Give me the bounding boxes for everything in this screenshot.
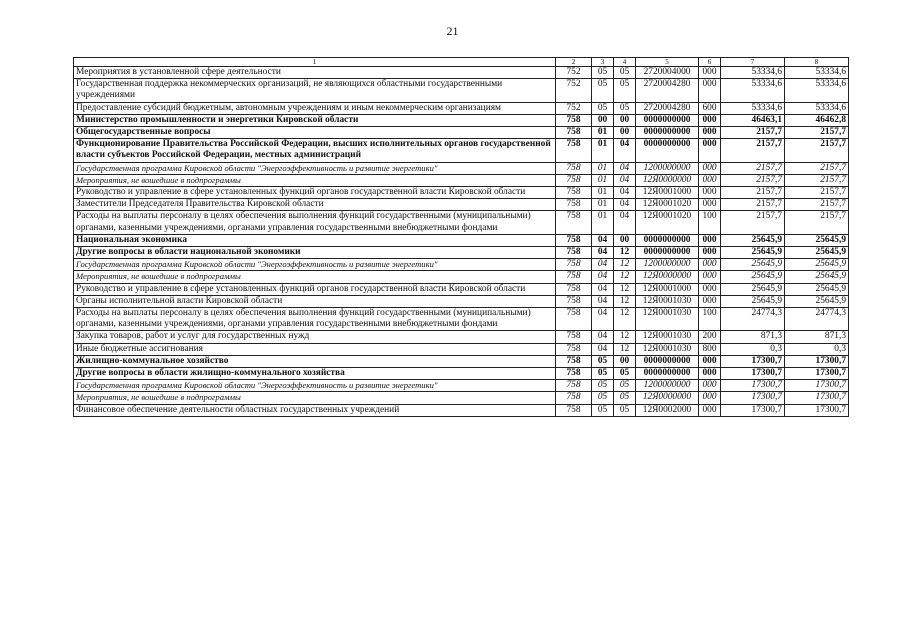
table-row xyxy=(74,127,849,139)
expense-type-code: 000 xyxy=(699,234,721,246)
expense-type-code: 000 xyxy=(699,283,721,295)
expense-type-code: 000 xyxy=(699,380,721,392)
admin-code: 758 xyxy=(556,283,592,295)
expense-type-code: 000 xyxy=(699,368,721,380)
amount-planned: 2157,7 xyxy=(721,187,785,199)
section-code: 04 xyxy=(592,247,614,259)
section-code: 05 xyxy=(592,392,614,404)
section-code: 05 xyxy=(592,380,614,392)
section-code: 04 xyxy=(592,283,614,295)
target-article-code: 12Я0001030 xyxy=(636,343,699,355)
row-name: Государственная программа Кировской области "Энергоэффективность и развитие энергетики" xyxy=(74,259,556,271)
expense-type-code: 000 xyxy=(699,127,721,139)
row-name: Закупка товаров, работ и услуг для государственных нужд xyxy=(74,331,556,343)
amount-executed: 2157,7 xyxy=(785,211,849,234)
table-row xyxy=(74,174,849,186)
row-name: Жилищно-коммунальное хозяйство xyxy=(74,355,556,367)
subsection-code: 04 xyxy=(614,174,636,186)
expense-type-code: 000 xyxy=(699,79,721,102)
table-row xyxy=(74,355,849,367)
table-row xyxy=(74,247,849,259)
admin-code: 758 xyxy=(556,308,592,331)
amount-planned: 24774,3 xyxy=(721,308,785,331)
subsection-code: 00 xyxy=(614,127,636,139)
subsection-code: 12 xyxy=(614,283,636,295)
table-row xyxy=(74,331,849,343)
table-row xyxy=(74,79,849,102)
amount-executed: 25645,9 xyxy=(785,234,849,246)
amount-executed: 17300,7 xyxy=(785,368,849,380)
admin-code: 758 xyxy=(556,162,592,174)
target-article-code: 1200000000 xyxy=(636,162,699,174)
section-code: 01 xyxy=(592,199,614,211)
admin-code: 758 xyxy=(556,187,592,199)
target-article-code: 1200000000 xyxy=(636,259,699,271)
target-article-code: 12Я0001030 xyxy=(636,295,699,307)
expense-type-code: 000 xyxy=(699,187,721,199)
amount-planned: 17300,7 xyxy=(721,355,785,367)
row-name: Заместители Председателя Правительства Кировской области xyxy=(74,199,556,211)
amount-executed: 25645,9 xyxy=(785,247,849,259)
amount-executed: 53334,6 xyxy=(785,79,849,102)
target-article-code: 0000000000 xyxy=(636,247,699,259)
subsection-code: 05 xyxy=(614,102,636,114)
amount-executed: 2157,7 xyxy=(785,174,849,186)
row-name: Руководство и управление в сфере установленных функций органов государственной власти Кировской области xyxy=(74,283,556,295)
target-article-code: 12Я0001020 xyxy=(636,199,699,211)
amount-executed: 17300,7 xyxy=(785,355,849,367)
admin-code: 758 xyxy=(556,380,592,392)
amount-planned: 2157,7 xyxy=(721,211,785,234)
section-code: 01 xyxy=(592,187,614,199)
table-row xyxy=(74,234,849,246)
amount-planned: 25645,9 xyxy=(721,259,785,271)
amount-planned: 17300,7 xyxy=(721,368,785,380)
expense-type-code: 000 xyxy=(699,162,721,174)
row-name: Национальная экономика xyxy=(74,234,556,246)
admin-code: 752 xyxy=(556,67,592,79)
section-code: 01 xyxy=(592,174,614,186)
section-code: 04 xyxy=(592,259,614,271)
subsection-code: 05 xyxy=(614,380,636,392)
target-article-code: 12Я0000000 xyxy=(636,392,699,404)
admin-code: 758 xyxy=(556,174,592,186)
amount-planned: 2157,7 xyxy=(721,127,785,139)
subsection-code: 12 xyxy=(614,308,636,331)
column-number: 4 xyxy=(614,58,636,67)
amount-executed: 871,3 xyxy=(785,331,849,343)
admin-code: 758 xyxy=(556,127,592,139)
table-row xyxy=(74,139,849,162)
subsection-code: 04 xyxy=(614,187,636,199)
amount-executed: 2157,7 xyxy=(785,139,849,162)
admin-code: 758 xyxy=(556,234,592,246)
subsection-code: 12 xyxy=(614,331,636,343)
target-article-code: 2720004280 xyxy=(636,79,699,102)
table-row xyxy=(74,67,849,79)
target-article-code: 12Я0001000 xyxy=(636,283,699,295)
amount-planned: 53334,6 xyxy=(721,79,785,102)
table-row xyxy=(74,308,849,331)
expense-type-code: 100 xyxy=(699,308,721,331)
admin-code: 758 xyxy=(556,392,592,404)
row-name: Мероприятия, не вошедшие в подпрограммы xyxy=(74,271,556,283)
row-name: Министерство промышленности и энергетики Кировской области xyxy=(74,114,556,126)
amount-executed: 17300,7 xyxy=(785,380,849,392)
section-code: 05 xyxy=(592,67,614,79)
amount-executed: 2157,7 xyxy=(785,162,849,174)
section-code: 05 xyxy=(592,368,614,380)
subsection-code: 05 xyxy=(614,79,636,102)
amount-planned: 25645,9 xyxy=(721,283,785,295)
target-article-code: 0000000000 xyxy=(636,368,699,380)
admin-code: 758 xyxy=(556,199,592,211)
section-code: 05 xyxy=(592,355,614,367)
row-name: Органы исполнительной власти Кировской области xyxy=(74,295,556,307)
admin-code: 758 xyxy=(556,271,592,283)
row-name: Другие вопросы в области жилищно-коммунального хозяйства xyxy=(74,368,556,380)
table-row xyxy=(74,368,849,380)
amount-planned: 2157,7 xyxy=(721,174,785,186)
amount-planned: 2157,7 xyxy=(721,162,785,174)
expense-type-code: 100 xyxy=(699,211,721,234)
admin-code: 758 xyxy=(556,355,592,367)
expense-type-code: 000 xyxy=(699,247,721,259)
target-article-code: 0000000000 xyxy=(636,234,699,246)
table-row xyxy=(74,404,849,416)
admin-code: 758 xyxy=(556,343,592,355)
amount-planned: 53334,6 xyxy=(721,102,785,114)
subsection-code: 05 xyxy=(614,404,636,416)
row-name: Мероприятия, не вошедшие в подпрограммы xyxy=(74,392,556,404)
section-code: 05 xyxy=(592,79,614,102)
target-article-code: 0000000000 xyxy=(636,114,699,126)
section-code: 05 xyxy=(592,102,614,114)
amount-executed: 53334,6 xyxy=(785,102,849,114)
amount-planned: 17300,7 xyxy=(721,404,785,416)
expense-type-code: 000 xyxy=(699,271,721,283)
amount-executed: 25645,9 xyxy=(785,283,849,295)
admin-code: 758 xyxy=(556,295,592,307)
subsection-code: 04 xyxy=(614,199,636,211)
table-row xyxy=(74,343,849,355)
amount-executed: 24774,3 xyxy=(785,308,849,331)
amount-executed: 0,3 xyxy=(785,343,849,355)
amount-planned: 25645,9 xyxy=(721,247,785,259)
target-article-code: 0000000000 xyxy=(636,139,699,162)
table-row xyxy=(74,295,849,307)
amount-executed: 53334,6 xyxy=(785,67,849,79)
amount-planned: 17300,7 xyxy=(721,380,785,392)
amount-executed: 25645,9 xyxy=(785,295,849,307)
row-name: Предоставление субсидий бюджетным, автономным учреждениям и иным некоммерческим организациям xyxy=(74,102,556,114)
subsection-code: 04 xyxy=(614,162,636,174)
subsection-code: 12 xyxy=(614,247,636,259)
target-article-code: 12Я0001030 xyxy=(636,331,699,343)
row-name: Руководство и управление в сфере установленных функций органов государственной власти Кировской области xyxy=(74,187,556,199)
table-row xyxy=(74,162,849,174)
subsection-code: 12 xyxy=(614,271,636,283)
row-name: Расходы на выплаты персоналу в целях обеспечения выполнения функций государственными (муниципальными) органами, казенными учреждениями, органами управления государственными внебюджетными фондами xyxy=(74,308,556,331)
budget-table xyxy=(73,57,849,417)
amount-planned: 2157,7 xyxy=(721,199,785,211)
expense-type-code: 000 xyxy=(699,392,721,404)
column-number: 2 xyxy=(556,58,592,67)
amount-executed: 17300,7 xyxy=(785,404,849,416)
expense-type-code: 000 xyxy=(699,114,721,126)
amount-executed: 2157,7 xyxy=(785,187,849,199)
subsection-code: 04 xyxy=(614,211,636,234)
subsection-code: 00 xyxy=(614,234,636,246)
amount-planned: 25645,9 xyxy=(721,234,785,246)
table-row xyxy=(74,283,849,295)
expense-type-code: 000 xyxy=(699,199,721,211)
row-name: Мероприятия, не вошедшие в подпрограммы xyxy=(74,174,556,186)
section-code: 01 xyxy=(592,127,614,139)
target-article-code: 12Я0001020 xyxy=(636,211,699,234)
amount-executed: 17300,7 xyxy=(785,392,849,404)
row-name: Финансовое обеспечение деятельности областных государственных учреждений xyxy=(74,404,556,416)
subsection-code: 12 xyxy=(614,295,636,307)
subsection-code: 00 xyxy=(614,355,636,367)
subsection-code: 12 xyxy=(614,259,636,271)
column-number: 8 xyxy=(785,58,849,67)
column-number: 7 xyxy=(721,58,785,67)
target-article-code: 12Я0000000 xyxy=(636,271,699,283)
table-row xyxy=(74,392,849,404)
expense-type-code: 000 xyxy=(699,67,721,79)
admin-code: 758 xyxy=(556,331,592,343)
section-code: 04 xyxy=(592,343,614,355)
amount-planned: 0,3 xyxy=(721,343,785,355)
section-code: 00 xyxy=(592,114,614,126)
target-article-code: 2720004280 xyxy=(636,102,699,114)
admin-code: 758 xyxy=(556,114,592,126)
row-name: Государственная программа Кировской области "Энергоэффективность и развитие энергетики" xyxy=(74,162,556,174)
target-article-code: 0000000000 xyxy=(636,355,699,367)
admin-code: 758 xyxy=(556,139,592,162)
row-name: Другие вопросы в области национальной экономики xyxy=(74,247,556,259)
column-number: 1 xyxy=(74,58,556,67)
amount-executed: 2157,7 xyxy=(785,127,849,139)
section-code: 04 xyxy=(592,234,614,246)
target-article-code: 2720004000 xyxy=(636,67,699,79)
section-code: 01 xyxy=(592,162,614,174)
row-name: Государственная программа Кировской области "Энергоэффективность и развитие энергетики" xyxy=(74,380,556,392)
row-name: Расходы на выплаты персоналу в целях обеспечения выполнения функций государственными (муниципальными) органами, казенными учреждениями, органами управления государственными внебюджетными фондами xyxy=(74,211,556,234)
column-number: 6 xyxy=(699,58,721,67)
admin-code: 758 xyxy=(556,404,592,416)
admin-code: 758 xyxy=(556,247,592,259)
amount-executed: 46462,8 xyxy=(785,114,849,126)
section-code: 01 xyxy=(592,211,614,234)
table-row xyxy=(74,187,849,199)
subsection-code: 05 xyxy=(614,392,636,404)
section-code: 04 xyxy=(592,271,614,283)
amount-planned: 2157,7 xyxy=(721,139,785,162)
table-row xyxy=(74,211,849,234)
expense-type-code: 600 xyxy=(699,102,721,114)
expense-type-code: 800 xyxy=(699,343,721,355)
section-code: 04 xyxy=(592,331,614,343)
admin-code: 758 xyxy=(556,259,592,271)
target-article-code: 12Я0002000 xyxy=(636,404,699,416)
amount-planned: 53334,6 xyxy=(721,67,785,79)
admin-code: 758 xyxy=(556,368,592,380)
row-name: Мероприятия в установленной сфере деятельности xyxy=(74,67,556,79)
budget-table-container xyxy=(73,57,848,417)
amount-executed: 2157,7 xyxy=(785,199,849,211)
row-name: Общегосударственные вопросы xyxy=(74,127,556,139)
admin-code: 752 xyxy=(556,79,592,102)
row-name: Государственная поддержка некоммерческих организаций, не являющихся областными государственными учреждениями xyxy=(74,79,556,102)
admin-code: 752 xyxy=(556,102,592,114)
amount-planned: 25645,9 xyxy=(721,295,785,307)
amount-planned: 871,3 xyxy=(721,331,785,343)
expense-type-code: 000 xyxy=(699,174,721,186)
expense-type-code: 000 xyxy=(699,295,721,307)
subsection-code: 05 xyxy=(614,67,636,79)
target-article-code: 12Я0001000 xyxy=(636,187,699,199)
table-row xyxy=(74,259,849,271)
expense-type-code: 000 xyxy=(699,139,721,162)
table-row xyxy=(74,271,849,283)
column-number-row xyxy=(74,58,849,67)
column-number: 5 xyxy=(636,58,699,67)
subsection-code: 04 xyxy=(614,139,636,162)
table-row xyxy=(74,102,849,114)
table-row xyxy=(74,199,849,211)
target-article-code: 12Я0000000 xyxy=(636,174,699,186)
target-article-code: 12Я0001030 xyxy=(636,308,699,331)
column-number: 3 xyxy=(592,58,614,67)
expense-type-code: 000 xyxy=(699,404,721,416)
row-name: Иные бюджетные ассигнования xyxy=(74,343,556,355)
table-row xyxy=(74,380,849,392)
section-code: 01 xyxy=(592,139,614,162)
section-code: 05 xyxy=(592,404,614,416)
amount-planned: 46463,1 xyxy=(721,114,785,126)
expense-type-code: 000 xyxy=(699,259,721,271)
target-article-code: 1200000000 xyxy=(636,380,699,392)
page-number: 21 xyxy=(446,24,459,38)
table-row xyxy=(74,114,849,126)
admin-code: 758 xyxy=(556,211,592,234)
target-article-code: 0000000000 xyxy=(636,127,699,139)
subsection-code: 00 xyxy=(614,114,636,126)
amount-executed: 25645,9 xyxy=(785,259,849,271)
amount-planned: 17300,7 xyxy=(721,392,785,404)
section-code: 04 xyxy=(592,295,614,307)
section-code: 04 xyxy=(592,308,614,331)
subsection-code: 05 xyxy=(614,368,636,380)
row-name: Функционирование Правительства Российской Федерации, высших исполнительных органов государственной власти субъектов Российской Федерации, местных администраций xyxy=(74,139,556,162)
subsection-code: 12 xyxy=(614,343,636,355)
amount-planned: 25645,9 xyxy=(721,271,785,283)
expense-type-code: 000 xyxy=(699,355,721,367)
expense-type-code: 200 xyxy=(699,331,721,343)
amount-executed: 25645,9 xyxy=(785,271,849,283)
